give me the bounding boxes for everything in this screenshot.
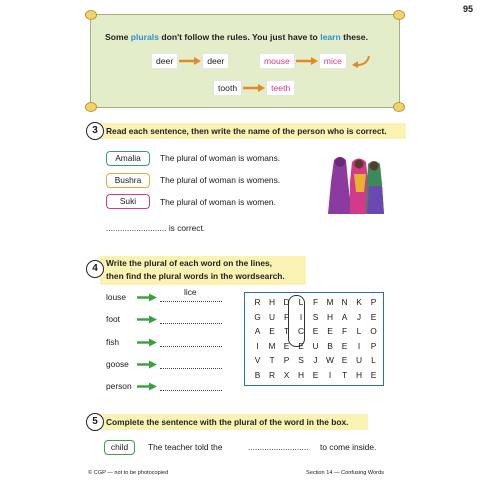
- example-singular: tooth: [213, 80, 242, 96]
- wordsearch-cell[interactable]: R: [268, 369, 276, 380]
- rules-note: [90, 14, 400, 108]
- wordsearch-cell[interactable]: T: [341, 369, 348, 380]
- footer-copyright: © CGP — not to be photocopied: [88, 470, 169, 476]
- wordsearch-cell[interactable]: V: [254, 355, 261, 365]
- wordsearch-cell[interactable]: D: [283, 297, 290, 307]
- wordsearch-cell[interactable]: P: [370, 297, 377, 307]
- wordsearch-cell[interactable]: L: [371, 355, 376, 365]
- pin-icon: [393, 102, 405, 112]
- wordsearch-cell[interactable]: U: [268, 311, 276, 322]
- arrow-right-icon: [136, 360, 158, 369]
- pin-icon: [85, 102, 97, 112]
- q5-answer-line[interactable]: ..........................: [248, 442, 309, 452]
- wordsearch-cell[interactable]: E: [370, 311, 377, 322]
- wordsearch-cell[interactable]: E: [298, 340, 304, 351]
- wordsearch-cell[interactable]: T: [283, 326, 290, 336]
- example-mouse: [259, 53, 371, 69]
- footer-section: Section 14 — Confusing Words: [306, 470, 384, 476]
- wordsearch-cell[interactable]: B: [254, 369, 261, 380]
- wordsearch-cell[interactable]: E: [327, 326, 333, 336]
- highlight-plurals: plurals: [130, 32, 159, 42]
- curved-arrow-icon: [349, 54, 371, 68]
- highlight-learn: learn: [320, 32, 341, 42]
- word-fish: fish: [106, 337, 120, 347]
- word-goose: goose: [106, 359, 129, 369]
- wordsearch-cell[interactable]: I: [299, 311, 303, 322]
- wordsearch-cell[interactable]: J: [356, 311, 362, 322]
- wordsearch-cell[interactable]: G: [254, 311, 261, 322]
- arrow-right-icon: [295, 56, 319, 66]
- q3-answer-line[interactable]: .......................... is correct.: [106, 223, 206, 233]
- wordsearch-cell[interactable]: M: [326, 297, 334, 307]
- wordsearch-cell[interactable]: U: [312, 340, 319, 351]
- wordsearch-cell[interactable]: M: [268, 340, 276, 351]
- wordsearch-cell[interactable]: O: [370, 326, 377, 336]
- wordsearch-cell[interactable]: E: [370, 369, 377, 380]
- name-bushra: Bushra: [106, 173, 150, 188]
- name-suki: Suki: [106, 194, 150, 209]
- wordsearch-cell[interactable]: C: [297, 326, 305, 336]
- wordsearch-cell[interactable]: H: [268, 297, 276, 307]
- example-singular: deer: [151, 53, 178, 69]
- sentence-amalia: The plural of woman is womans.: [160, 153, 281, 163]
- wordsearch-cell[interactable]: E: [341, 340, 348, 351]
- wordsearch-cell[interactable]: S: [298, 355, 304, 365]
- answer-line-fish[interactable]: [160, 337, 222, 347]
- name-amalia: Amalia: [106, 151, 150, 166]
- example-plural: teeth: [271, 83, 291, 93]
- wordsearch-cell[interactable]: L: [356, 326, 362, 336]
- q4-instruction: Write the plural of each word on the lines, then find the plural words in the wordsearch.: [100, 256, 306, 285]
- answer-line-person[interactable]: [160, 381, 222, 391]
- q4-number: 4: [86, 260, 104, 278]
- wordsearch-cell[interactable]: H: [297, 369, 305, 380]
- arrow-right-icon: [136, 315, 158, 324]
- wordsearch-cell[interactable]: A: [254, 326, 261, 336]
- q5-sentence-start: The teacher told the: [148, 442, 223, 452]
- wordsearch-cell[interactable]: F: [341, 326, 348, 336]
- word-person: person: [106, 381, 132, 391]
- wordsearch-cell[interactable]: E: [312, 326, 319, 336]
- pin-icon: [393, 10, 405, 20]
- wordsearch-cell[interactable]: W: [326, 355, 334, 365]
- wordsearch-cell[interactable]: I: [328, 369, 332, 380]
- wordsearch-cell[interactable]: H: [326, 311, 334, 322]
- wordsearch-cell[interactable]: S: [312, 311, 319, 322]
- arrow-right-icon: [136, 293, 158, 302]
- sentence-bushra: The plural of woman is womens.: [160, 175, 281, 185]
- wordsearch-cell[interactable]: T: [269, 355, 275, 365]
- arrow-right-icon: [178, 56, 202, 66]
- wordsearch-cell[interactable]: H: [355, 369, 363, 380]
- example-plural: mice: [323, 56, 342, 66]
- example-singular: mouse: [264, 56, 290, 66]
- q5-number: 5: [86, 413, 104, 431]
- word-box: child: [104, 440, 135, 455]
- example-deer: [151, 53, 229, 69]
- wordsearch-cell[interactable]: R: [254, 297, 261, 307]
- wordsearch-cell[interactable]: X: [283, 369, 290, 380]
- q5-instruction: Complete the sentence with the plural of the word in the box.: [100, 414, 368, 430]
- wordsearch-grid[interactable]: [244, 292, 384, 386]
- arrow-right-icon: [136, 382, 158, 391]
- answer-line-goose[interactable]: [160, 359, 222, 369]
- word-foot: foot: [106, 314, 120, 324]
- example-tooth: [213, 80, 295, 96]
- example-plural: deer: [202, 53, 229, 69]
- note-heading: Some plurals don't follow the rules. You just have to learn these.: [105, 32, 368, 42]
- wordsearch-cell[interactable]: N: [341, 297, 348, 307]
- women-illustration: [322, 152, 390, 220]
- page-number: 95: [462, 4, 473, 14]
- answer-line-foot[interactable]: [160, 314, 222, 324]
- wordsearch-cell[interactable]: F: [283, 311, 290, 322]
- answer-louse: lice: [184, 287, 197, 297]
- wordsearch-cell[interactable]: E: [341, 355, 348, 365]
- arrow-right-icon: [242, 83, 266, 93]
- wordsearch-cell[interactable]: K: [356, 297, 362, 307]
- q3-number: 3: [86, 122, 104, 140]
- sentence-suki: The plural of woman is women.: [160, 197, 276, 207]
- wordsearch-cell[interactable]: P: [370, 340, 377, 351]
- wordsearch-cell[interactable]: E: [312, 369, 319, 380]
- wordsearch-cell[interactable]: P: [283, 355, 290, 365]
- wordsearch-cell[interactable]: L: [298, 297, 304, 307]
- wordsearch-cell[interactable]: J: [313, 355, 318, 365]
- wordsearch-cell[interactable]: U: [355, 355, 363, 365]
- wordsearch-cell[interactable]: E: [269, 326, 275, 336]
- wordsearch-cell[interactable]: B: [327, 340, 333, 351]
- word-louse: louse: [106, 292, 127, 302]
- q5-sentence-end: to come inside.: [320, 442, 377, 452]
- arrow-right-icon: [136, 338, 158, 347]
- q3-instruction: Read each sentence, then write the name of the person who is correct.: [100, 123, 406, 139]
- pin-icon: [85, 10, 97, 20]
- wordsearch-cell[interactable]: E: [283, 340, 290, 351]
- wordsearch-cell[interactable]: F: [312, 297, 319, 307]
- wordsearch-cell[interactable]: A: [341, 311, 348, 322]
- wordsearch-cell[interactable]: I: [256, 340, 259, 351]
- wordsearch-cell[interactable]: I: [357, 340, 361, 351]
